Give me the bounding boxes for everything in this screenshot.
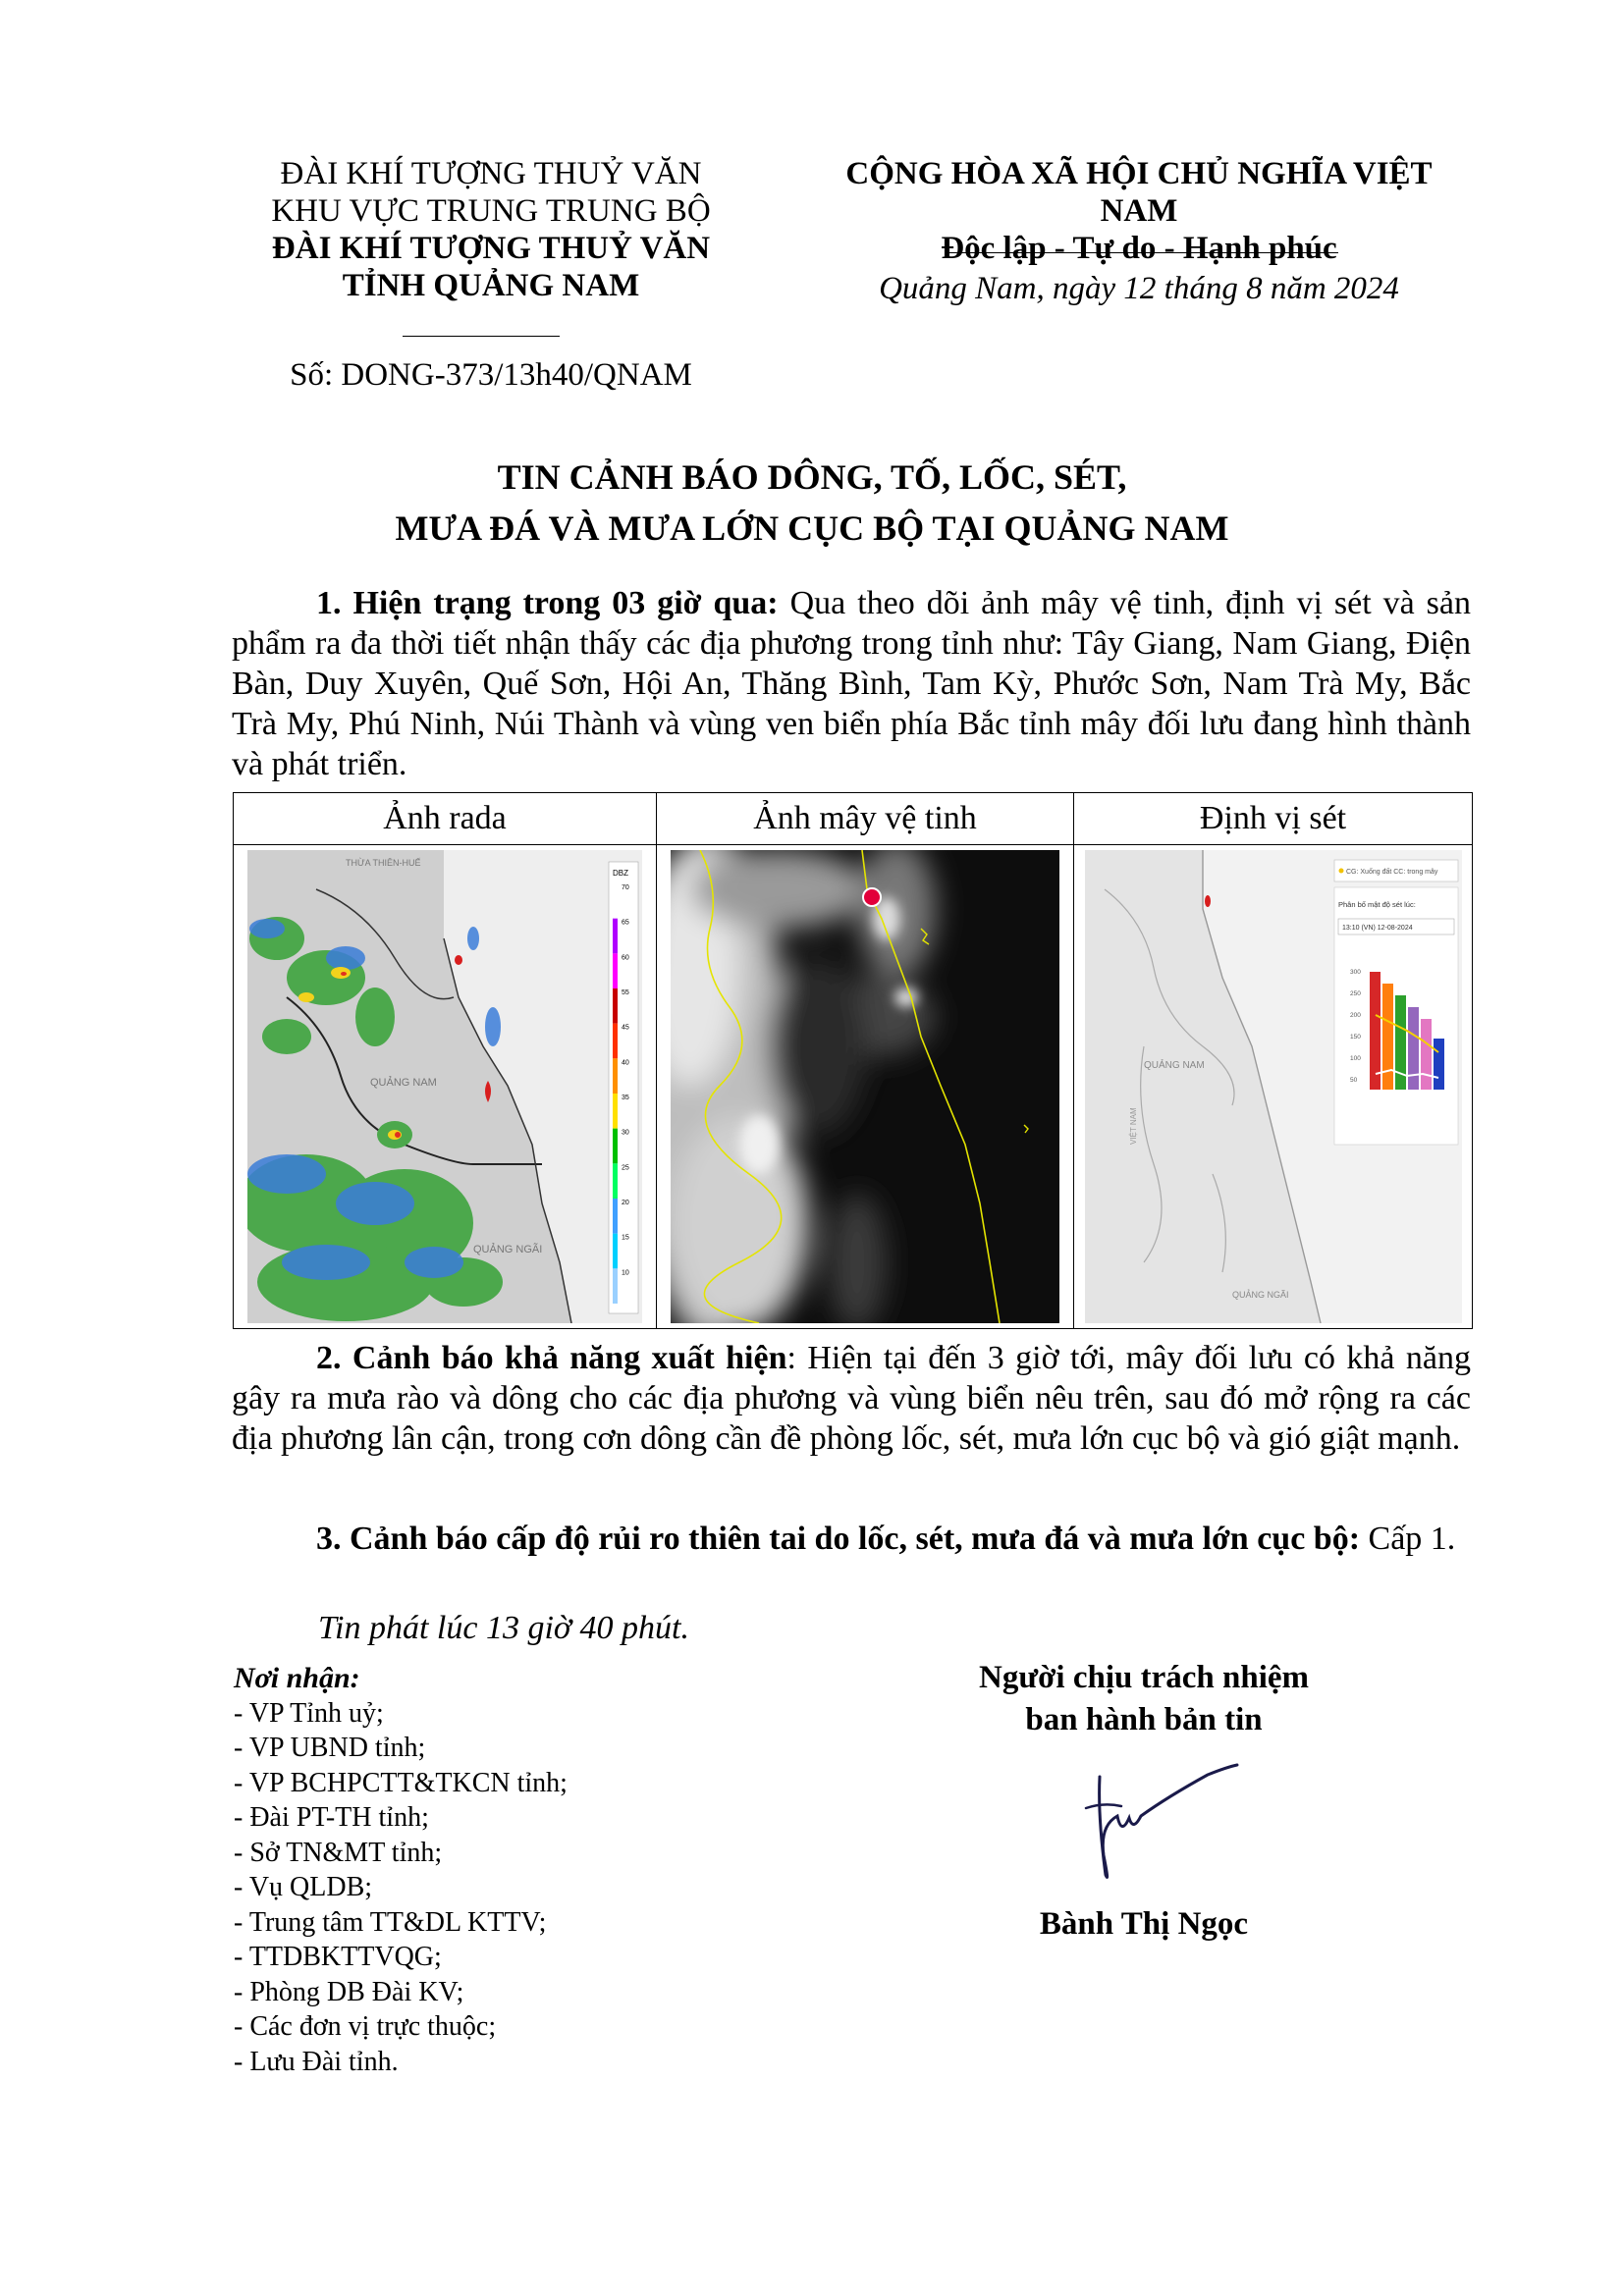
radar-scale-label: 25 bbox=[622, 1164, 629, 1172]
lightning-panel-time: 13:10 (VN) 12-08-2024 bbox=[1341, 925, 1413, 932]
radar-header: Ảnh rada bbox=[234, 793, 657, 845]
radar-scale-swatch bbox=[613, 1058, 618, 1094]
issued-time: Tin phát lúc 13 giờ 40 phút. bbox=[318, 1610, 690, 1646]
radar-scale-swatch bbox=[613, 1234, 618, 1269]
lightning-bar bbox=[1421, 1019, 1432, 1090]
recipients-title: Nơi nhận: bbox=[234, 1662, 360, 1694]
lightning-bar bbox=[1370, 972, 1380, 1090]
recipient-item: - Trung tâm TT&DL KTTV; bbox=[234, 1906, 547, 1938]
lightning-label-region3: QUẢNG NGÃI bbox=[1231, 1290, 1289, 1300]
signer-role-line2: ban hành bản tin bbox=[1025, 1702, 1263, 1737]
lightning-y-tick: 150 bbox=[1349, 1034, 1361, 1041]
lightning-bar bbox=[1434, 1039, 1444, 1090]
radar-scale-swatch bbox=[613, 883, 618, 919]
document-date: Quảng Nam, ngày 12 tháng 8 năm 2024 bbox=[879, 271, 1399, 306]
lightning-label-region2: QUẢNG NAM bbox=[1143, 1060, 1205, 1071]
radar-scale-label: 55 bbox=[622, 989, 629, 996]
motto-underline bbox=[947, 252, 1338, 253]
radar-scale-swatch bbox=[613, 1129, 618, 1164]
national-title: CỘNG HÒA XÃ HỘI CHỦ NGHĨA VIỆT NAM bbox=[845, 156, 1433, 229]
radar-scale-swatch bbox=[613, 1268, 618, 1304]
lightning-bar bbox=[1382, 984, 1393, 1090]
issuer-parent-line1: ĐÀI KHÍ TƯỢNG THUỶ VĂN bbox=[280, 156, 702, 191]
issuer-name-line1: ĐÀI KHÍ TƯỢNG THUỶ VĂN bbox=[271, 231, 711, 266]
section-current-status bbox=[232, 583, 1471, 784]
lightning-y-tick: 250 bbox=[1349, 990, 1361, 997]
lightning-y-tick: 100 bbox=[1349, 1055, 1361, 1062]
recipient-item: - VP UBND tỉnh; bbox=[234, 1733, 426, 1763]
recipient-item: - Vụ QLDB; bbox=[234, 1872, 373, 1902]
radar-scale-label: 60 bbox=[622, 954, 629, 962]
issuer-block bbox=[236, 155, 746, 304]
lightning-image bbox=[1085, 850, 1462, 1323]
radar-scale-swatch bbox=[613, 919, 618, 954]
issuer-underline bbox=[403, 336, 560, 337]
lightning-y-tick: 200 bbox=[1349, 1012, 1361, 1019]
radar-scale-label: 70 bbox=[622, 884, 629, 891]
section3-text: Cấp 1. bbox=[1360, 1521, 1456, 1557]
signer-name: Bành Thị Ngọc bbox=[1039, 1906, 1249, 1942]
recipients-block bbox=[234, 1661, 568, 2079]
section-warning bbox=[232, 1338, 1471, 1459]
radar-scale-swatch bbox=[613, 953, 618, 988]
lightning-legend: CG: Xuống đất CC: trong mây bbox=[1345, 869, 1437, 876]
recipient-item: - Các đơn vị trực thuộc; bbox=[234, 2011, 497, 2042]
radar-label-region1: THỪA THIÊN-HUẾ bbox=[346, 858, 421, 868]
radar-label-region3: QUẢNG NGÃI bbox=[473, 1244, 543, 1255]
radar-scale-label: 30 bbox=[622, 1129, 629, 1137]
title-line1: TIN CẢNH BÁO DÔNG, TỐ, LỐC, SÉT, bbox=[497, 457, 1127, 497]
radar-scale-label: 35 bbox=[622, 1095, 629, 1101]
radar-scale-label: 65 bbox=[622, 919, 629, 927]
lightning-panel-title: Phân bố mật độ sét lúc: bbox=[1337, 900, 1416, 909]
signature-block bbox=[913, 1657, 1375, 1741]
national-motto-block bbox=[825, 155, 1453, 267]
radar-scale-swatch bbox=[613, 1094, 618, 1129]
radar-scale-swatch bbox=[613, 988, 618, 1024]
national-motto: Độc lập - Tự do - Hạnh phúc bbox=[941, 231, 1337, 266]
issuer-parent-line2: KHU VỰC TRUNG TRUNG BỘ bbox=[271, 193, 711, 229]
section2-text: : Hiện tại đến 3 giờ tới, mây đối lưu có khả năng gây ra mưa rào và dông cho các địa phương và vùng biển nêu trên, sau đó mở rộng ra các địa phương lân cận, trong cơn dông cần đề phòng lốc, sét, mưa lớn cục bộ và gió giật mạnh. bbox=[232, 1340, 1471, 1457]
document-number: Số: DONG-373/13h40/QNAM bbox=[290, 357, 692, 393]
radar-scale-label: 10 bbox=[622, 1269, 629, 1277]
title-line2: MƯA ĐÁ VÀ MƯA LỚN CỤC BỘ TẠI QUẢNG NAM bbox=[395, 508, 1229, 548]
satellite-image bbox=[671, 850, 1059, 1323]
lightning-bar bbox=[1408, 1007, 1419, 1090]
satellite-header: Ảnh mây vệ tinh bbox=[657, 793, 1074, 845]
radar-scale-label: 45 bbox=[622, 1024, 629, 1032]
recipient-item: - Lưu Đài tỉnh. bbox=[234, 2046, 399, 2077]
lightning-cell bbox=[1074, 845, 1473, 1329]
section2-heading: 2. Cảnh báo khả năng xuất hiện bbox=[316, 1340, 787, 1376]
satellite-cell bbox=[657, 845, 1074, 1329]
recipient-item: - VP Tỉnh uỷ; bbox=[234, 1697, 384, 1729]
radar-image bbox=[247, 850, 642, 1323]
radar-scale-swatch bbox=[613, 1199, 618, 1234]
radar-scale-unit: DBZ bbox=[613, 869, 628, 878]
document-title bbox=[0, 452, 1624, 554]
image-table bbox=[233, 792, 1473, 1329]
handwritten-signature bbox=[1060, 1757, 1257, 1895]
lightning-y-tick: 300 bbox=[1349, 969, 1361, 976]
radar-scale-label: 15 bbox=[622, 1234, 629, 1242]
recipient-item: - VP BCHPCTT&TKCN tỉnh; bbox=[234, 1767, 568, 1798]
radar-scale-swatch bbox=[613, 1024, 618, 1059]
signer-role-line1: Người chịu trách nhiệm bbox=[979, 1660, 1309, 1695]
recipient-item: - Đài PT-TH tỉnh; bbox=[234, 1802, 429, 1833]
section1-text: Qua theo dõi ảnh mây vệ tinh, định vị sét và sản phẩm ra đa thời tiết nhận thấy các địa phương trong tỉnh như: Tây Giang, Nam Giang, Điện Bàn, Duy Xuyên, Quế Sơn, Hội An, Thăng Bình, Tam Kỳ, Phước Sơn, Nam Trà My, Bắc Trà My, Phú Ninh, Núi Thành và vùng ven biển phía Bắc tỉnh mây đối lưu đang hình thành và phát triển. bbox=[232, 585, 1471, 782]
issuer-name-line2: TỈNH QUẢNG NAM bbox=[342, 268, 640, 303]
recipient-item: - Phòng DB Đài KV; bbox=[234, 1976, 464, 2007]
radar-cell bbox=[234, 845, 657, 1329]
lightning-header: Định vị sét bbox=[1074, 793, 1473, 845]
radar-scale-swatch bbox=[613, 1163, 618, 1199]
section-risk-level bbox=[232, 1519, 1471, 1559]
radar-label-region2: QUẢNG NAM bbox=[370, 1077, 437, 1089]
recipient-item: - Sở TN&MT tỉnh; bbox=[234, 1837, 443, 1868]
recipient-item: - TTDBKTTVQG; bbox=[234, 1942, 442, 1972]
section1-heading: 1. Hiện trạng trong 03 giờ qua: bbox=[316, 585, 779, 621]
section3-heading: 3. Cảnh báo cấp độ rủi ro thiên tai do lốc, sét, mưa đá và mưa lớn cục bộ: bbox=[316, 1521, 1361, 1557]
radar-scale-label: 40 bbox=[622, 1059, 629, 1067]
radar-scale-label: 20 bbox=[622, 1200, 629, 1206]
lightning-y-tick: 50 bbox=[1349, 1077, 1357, 1084]
lightning-label-vietnam: VIỆT NAM bbox=[1128, 1107, 1138, 1145]
recipients-list bbox=[234, 1696, 568, 2080]
